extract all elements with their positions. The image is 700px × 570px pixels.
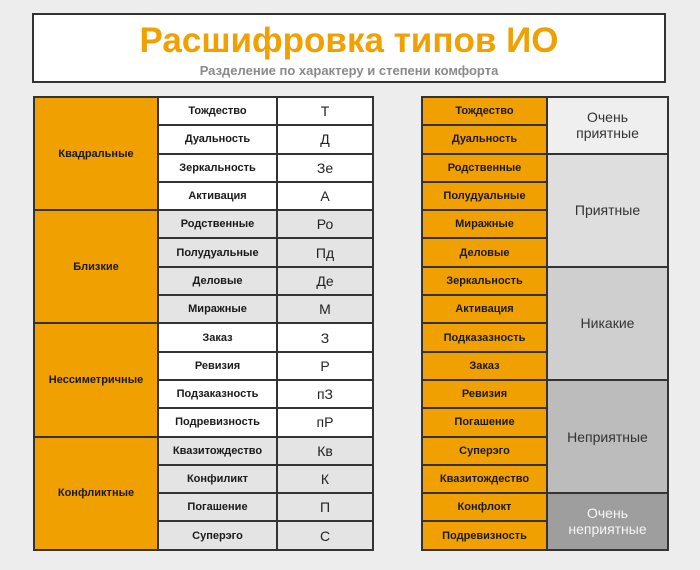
table-row (34, 210, 373, 238)
table-row (422, 267, 668, 295)
relation-name: Ревизия (422, 380, 547, 408)
relation-name: Миражные (422, 210, 547, 238)
relation-name: Подревизность (158, 408, 277, 436)
table-row (34, 97, 373, 125)
table-row (422, 493, 668, 521)
comfort-level-neutral (547, 267, 668, 380)
relation-name: Подказазность (422, 323, 547, 351)
table-row (422, 97, 668, 125)
relation-abbr: С (277, 521, 373, 549)
relation-name: Зеркальность (422, 267, 547, 295)
relation-name: Тождество (158, 97, 277, 125)
group-label-conflict: Конфликтные (34, 437, 158, 550)
relations-by-comfort-table (421, 96, 669, 551)
relation-abbr: Ро (277, 210, 373, 238)
relation-abbr: Пд (277, 238, 373, 266)
comfort-label-line: приятные (576, 125, 639, 142)
comfort-level-pleasant (547, 154, 668, 267)
page-title: Расшифровка типов ИО (139, 21, 559, 60)
relation-name: Активация (422, 295, 547, 323)
relation-name: Подревизность (422, 521, 547, 549)
comfort-label-line: Очень (587, 505, 628, 522)
relation-name: Родственные (158, 210, 277, 238)
comfort-label-line: Очень (587, 109, 628, 126)
relation-name: Квазитождество (158, 437, 277, 465)
relation-name: Заказ (158, 323, 277, 351)
page-subtitle: Разделение по характеру и степени комфорта (199, 63, 499, 78)
comfort-label-line: неприятные (568, 521, 647, 538)
relation-abbr: А (277, 182, 373, 210)
relation-abbr: П (277, 493, 373, 521)
relation-name: Заказ (422, 352, 547, 380)
relation-name: Суперэго (158, 521, 277, 549)
relation-abbr: Т (277, 97, 373, 125)
relation-name: Дуальность (158, 125, 277, 153)
relation-abbr: Зе (277, 154, 373, 182)
relation-abbr: Кв (277, 437, 373, 465)
relation-name: Погашение (158, 493, 277, 521)
relation-name: Деловые (158, 267, 277, 295)
relation-name: Тождество (422, 97, 547, 125)
comfort-label-line: Никакие (580, 315, 635, 332)
relation-name: Родственные (422, 154, 547, 182)
relation-name: Конфиликт (158, 465, 277, 493)
relation-name: Зеркальность (158, 154, 277, 182)
relation-abbr: Д (277, 125, 373, 153)
comfort-level-very-pleasant (547, 97, 668, 154)
relation-name: Полудуальные (158, 238, 277, 266)
comfort-label-line: Неприятные (567, 428, 648, 445)
comfort-label-line: Приятные (574, 202, 641, 219)
relation-name: Погашение (422, 408, 547, 436)
relation-abbr: М (277, 295, 373, 323)
comfort-level-unpleasant (547, 380, 668, 493)
table-row (34, 323, 373, 351)
relation-name: Активация (158, 182, 277, 210)
relation-abbr: К (277, 465, 373, 493)
relations-by-character-table (33, 96, 374, 551)
relation-name: Подзаказность (158, 380, 277, 408)
relation-name: Дуальность (422, 125, 547, 153)
group-label-quadral: Квадральные (34, 97, 158, 210)
comfort-level-very-unpleasant (547, 493, 668, 550)
relation-name: Квазитождество (422, 465, 547, 493)
relation-name: Миражные (158, 295, 277, 323)
relation-abbr: пР (277, 408, 373, 436)
table-row (422, 380, 668, 408)
relation-name: Полудуальные (422, 182, 547, 210)
table-row (422, 154, 668, 182)
relation-name: Деловые (422, 238, 547, 266)
group-label-close: Близкие (34, 210, 158, 323)
relation-name: Суперэго (422, 437, 547, 465)
relation-abbr: Де (277, 267, 373, 295)
relation-abbr: З (277, 323, 373, 351)
table-row (34, 437, 373, 465)
relation-name: Ревизия (158, 352, 277, 380)
relation-abbr: пЗ (277, 380, 373, 408)
relation-abbr: Р (277, 352, 373, 380)
group-label-asymmetric: Нессиметричные (34, 323, 158, 436)
relation-name: Конфлокт (422, 493, 547, 521)
header-panel (32, 13, 666, 83)
